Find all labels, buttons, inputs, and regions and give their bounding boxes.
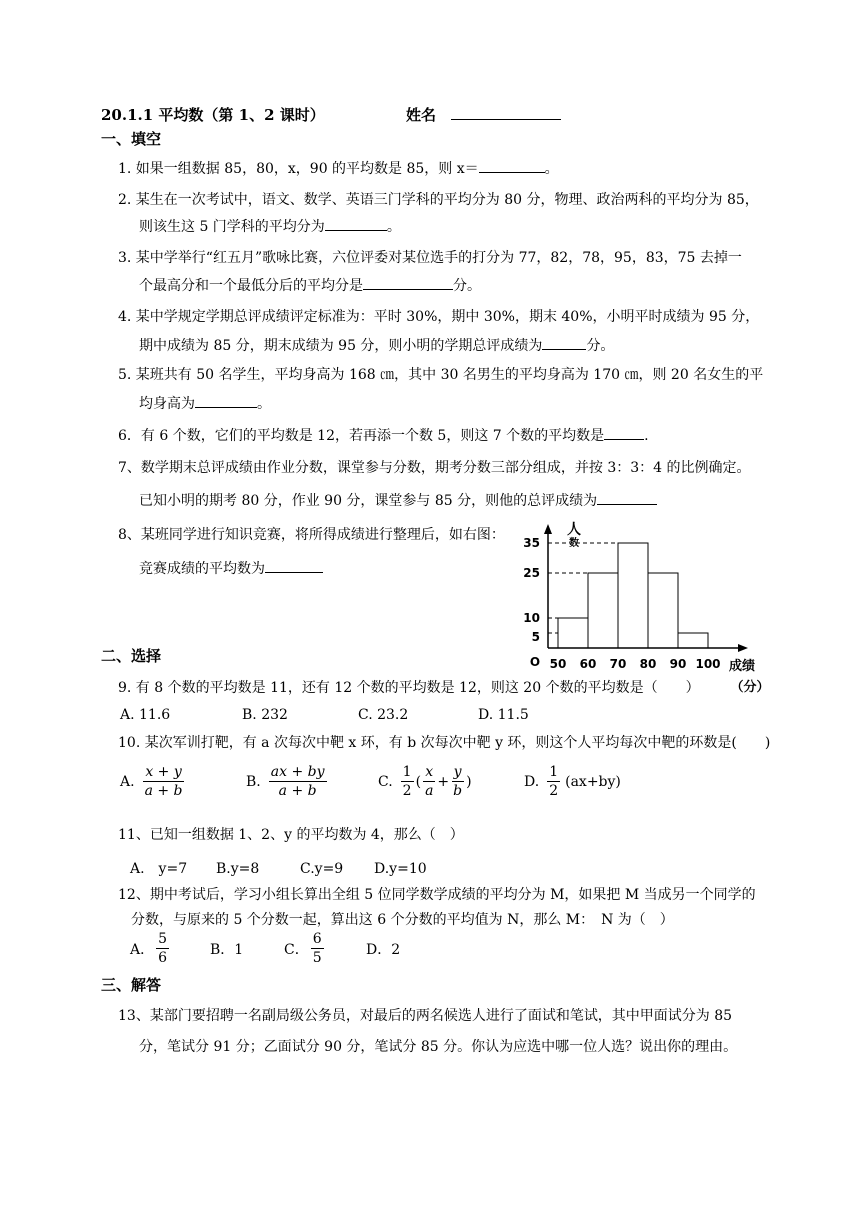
q4-blank: [542, 349, 586, 350]
q10-c-close-paren: ): [466, 773, 472, 790]
q10-option-a[interactable]: [120, 763, 246, 800]
histogram-bar-60-70: [588, 573, 618, 648]
q10-c-half-num: 1: [402, 764, 412, 780]
q12-a-fraction: [156, 930, 169, 967]
q10-c-x: x: [425, 764, 434, 780]
x-tick-50: 50: [549, 657, 567, 671]
q11-option-a[interactable]: A. y=7: [130, 861, 188, 877]
x-tick-100: 100: [695, 657, 721, 671]
question-3-line2: [118, 276, 481, 296]
x-tick-90: 90: [669, 657, 687, 671]
y-tick-10: 10: [523, 611, 540, 625]
y-axis-label-1: 人: [567, 522, 581, 538]
q9-option-b[interactable]: B. 232: [242, 707, 288, 723]
q10-b-fraction: [269, 763, 327, 800]
q10-c-label: C.: [378, 773, 393, 790]
score-histogram: [512, 516, 802, 700]
y-tick-35: 35: [523, 536, 540, 550]
q9-option-c[interactable]: C. 23.2: [358, 707, 409, 723]
q10-b-denominator: a + b: [278, 783, 317, 799]
q3-tail: 分。: [453, 278, 481, 294]
question-9: 9. 有 8 个数的平均数是 11，还有 12 个数的平均数是 12，则这 20 个数的平均数是（ ）: [118, 680, 700, 696]
section-solve-heading: 三、解答: [101, 976, 162, 994]
q12-c-label: C．: [284, 941, 309, 958]
q9-options: [120, 707, 529, 723]
q1-tail: 。: [544, 161, 559, 177]
q12-c-fraction: [311, 930, 324, 967]
q6-blank: [604, 439, 644, 440]
section-choice-heading: 二、选择: [101, 647, 162, 665]
q2-line2-text: 则该生这 5 门学科的平均分为: [139, 219, 325, 235]
q10-c-half: [401, 763, 414, 800]
q12-option-d[interactable]: D．2: [366, 941, 401, 958]
q5-line2-text: 均身高为: [139, 396, 195, 412]
q12-a-label: A．: [130, 941, 155, 958]
question-1: [118, 159, 559, 179]
question-12-line1: 12、期中考试后，学习小组长算出全组 5 位同学数学成绩的平均分为 M，如果把 M 当成另一个同学的: [118, 887, 756, 903]
question-10: 10. 某次军训打靶，有 a 次每次中靶 x 环，有 b 次每次中靶 y 环，则这个人平均每次中靶的环数是( ): [118, 735, 771, 751]
question-7-line2: [118, 491, 657, 511]
q4-tail: 分。: [586, 338, 615, 354]
q1-text: 1. 如果一组数据 85，80，x，90 的平均数是 85，则 x＝: [118, 161, 479, 177]
origin-label: O: [529, 655, 541, 669]
question-11: 11、已知一组数据 1、2、y 的平均数为 4，那么（ ）: [118, 827, 464, 843]
q11-option-d[interactable]: D.y=10: [374, 861, 427, 877]
q6-text: 6．有 6 个数，它们的平均数是 12，若再添一个数 5，则这 7 个数的平均数是: [118, 428, 605, 444]
y-tick-25: 25: [523, 566, 540, 580]
q10-c-b: b: [453, 783, 463, 799]
q10-c-half-den: 2: [402, 783, 412, 799]
name-label: [406, 104, 561, 125]
q10-d-half-den: 2: [549, 783, 559, 799]
q12-a-numerator: 5: [158, 931, 168, 947]
q10-option-d[interactable]: [524, 763, 621, 800]
histogram-bar-80-90: [648, 573, 678, 648]
q9-option-d[interactable]: D. 11.5: [478, 707, 529, 723]
x-tick-70: 70: [609, 657, 627, 671]
q12-a-denominator: 6: [158, 950, 168, 966]
q8-blank: [265, 572, 323, 573]
question-2-line2: [118, 217, 401, 237]
question-5-line2: [118, 394, 271, 414]
q9-option-a[interactable]: A. 11.6: [120, 707, 171, 723]
x-axis-label-1: 成绩: [728, 659, 756, 674]
x-tick-60: 60: [579, 657, 597, 671]
question-6: [118, 426, 649, 446]
question-12-line2: 分数，与原来的 5 个分数一起，算出这 6 个分数的平均值为 N，那么 M： N 为（ ）: [131, 912, 674, 928]
q12-c-numerator: 6: [312, 931, 322, 947]
name-label-text: 姓名: [406, 106, 437, 124]
q12-c-denominator: 5: [312, 950, 322, 966]
q10-c-x-over-a: [423, 763, 435, 800]
histogram-bars: [558, 543, 708, 648]
q6-tail: .: [644, 428, 649, 444]
q11-options: [130, 858, 427, 878]
q1-blank: [479, 172, 545, 173]
q10-a-fraction: [143, 763, 185, 800]
question-13-line2: 分，笔试分 91 分；乙面试分 90 分，笔试分 85 分。你认为应选中哪一位人选？说出你的理由。: [139, 1039, 738, 1055]
q5-blank: [195, 407, 257, 408]
question-2-line1: 2. 某生在一次考试中，语文、数学、英语三门学科的平均分为 80 分，物理、政治两科的平均分为 85，: [118, 192, 759, 208]
q10-d-label: D.: [524, 773, 540, 790]
q10-a-numerator: x + y: [145, 764, 182, 780]
q10-options: [120, 763, 621, 800]
q10-a-denominator: a + b: [144, 783, 183, 799]
q10-c-open-paren: (: [415, 773, 422, 790]
question-3-line1: 3. 某中学举行“红五月”歌咏比赛，六位评委对某位选手的打分为 77，82，78，95，83，75 去掉一: [118, 250, 742, 266]
q10-c-a: a: [425, 783, 434, 799]
q10-d-tail: (ax+by): [565, 773, 621, 790]
question-7-line1: 7、数学期末总评成绩由作业分数，课堂参与分数，期考分数三部分组成，并按 3：3：4 的比例确定。: [118, 460, 751, 476]
q10-c-y-over-b: [451, 763, 464, 800]
y-tick-5: 5: [531, 630, 540, 644]
question-5-line1: 5. 某班共有 50 名学生，平均身高为 168 ㎝，其中 30 名男生的平均身高为 170 ㎝，则 20 名女生的平: [118, 367, 764, 383]
q11-option-b[interactable]: B.y=8: [216, 861, 260, 877]
q7-blank: [597, 504, 657, 505]
q10-d-half-num: 1: [549, 764, 559, 780]
x-tick-80: 80: [639, 657, 657, 671]
histogram-bar-70-80: [618, 543, 648, 648]
q10-b-numerator: ax + by: [270, 764, 325, 780]
q10-d-half: [547, 763, 560, 800]
q5-tail: 。: [257, 396, 271, 412]
q2-blank: [325, 230, 387, 231]
x-axis-arrow: [738, 644, 748, 652]
q12-option-c[interactable]: [284, 930, 366, 967]
q10-option-c[interactable]: [378, 763, 524, 800]
question-4-line1: 4. 某中学规定学期总评成绩评定标准为：平时 30%，期中 30%，期末 40%，小明平时成绩为 95 分，: [118, 309, 760, 325]
section-fill-heading: 一、填空: [101, 130, 162, 148]
q8-line2-text: 竞赛成绩的平均数为: [139, 561, 265, 577]
name-blank: [451, 119, 561, 120]
q4-line2-text: 期中成绩为 85 分，期末成绩为 95 分，则小明的学期总评成绩为: [139, 338, 543, 354]
question-8-line1: 8、某班同学进行知识竞赛，将所得成绩进行整理后，如右图：: [118, 527, 505, 543]
q3-blank: [363, 289, 453, 290]
q10-b-label: B.: [246, 773, 261, 790]
q10-a-label: A.: [120, 773, 135, 790]
q10-c-plus: +: [437, 773, 450, 790]
y-axis-arrow: [544, 524, 552, 534]
q12-option-a[interactable]: [130, 930, 210, 967]
worksheet-title: 20.1.1 平均数（第 1、2 课时）: [101, 106, 325, 124]
question-13-line1: 13、某部门要招聘一名副局级公务员，对最后的两名候选人进行了面试和笔试，其中甲面试分为 85: [118, 1008, 733, 1024]
q10-option-b[interactable]: [246, 763, 378, 800]
q12-options: [130, 930, 400, 967]
q3-line2-text: 个最高分和一个最低分后的平均分是: [139, 278, 363, 294]
q7-line2-text: 已知小明的期考 80 分，作业 90 分，课堂参与 85 分，则他的总评成绩为: [139, 493, 598, 509]
x-axis-label-2: （分）: [730, 680, 770, 695]
question-8-line2: [118, 559, 323, 579]
histogram-bar-90-100: [678, 633, 708, 648]
q2-tail: 。: [386, 219, 401, 235]
q10-c-y: y: [453, 764, 462, 780]
y-axis-label-2: 数: [569, 538, 579, 549]
q11-option-c[interactable]: C.y=9: [300, 861, 344, 877]
q12-option-b[interactable]: B．1: [210, 941, 244, 958]
histogram-bar-50-60: [558, 618, 588, 648]
question-4-line2: [118, 336, 614, 356]
